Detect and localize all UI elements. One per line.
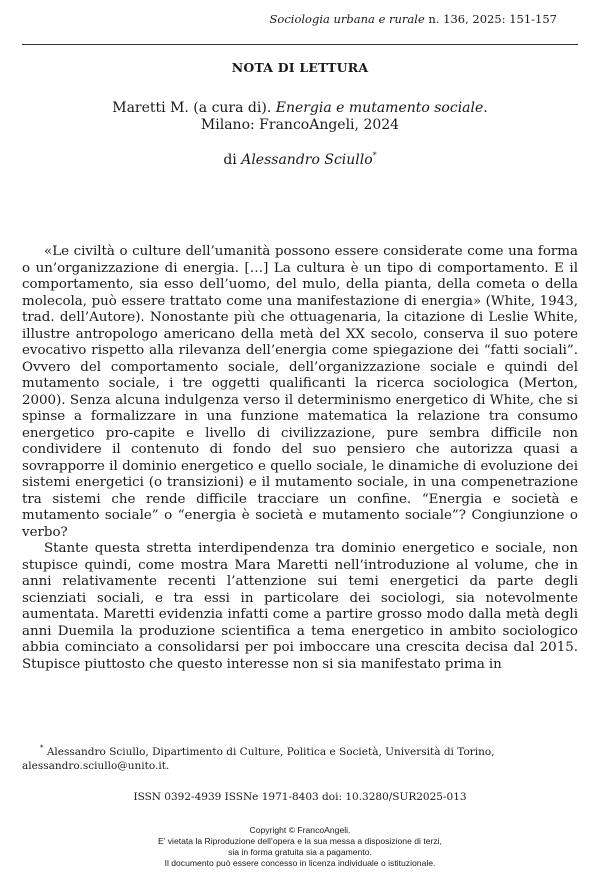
book-publisher: Milano: FrancoAngeli, 2024 [200,117,400,133]
paragraph: «Le civiltà o culture dell’umanità possono essere considerate come una forma o un’organizzazione di energia. […] La cultura è un tipo di comportamento. E il comportamento, sia esso dell’uomo, del mulo, della pianta, della cometa o della molecola, può essere trattato come una manifestazione di energia» (White, 1943, trad. dell’Autore). Nonostante più che ottuagenaria, la citazione di Leslie White, illustre antropologo americano della metà del XX secolo, conserva il suo potere evocativo rispetto alla rilevanza dell’energia come spiegazione dei “fatti sociali”. Ovvero del comportamento sociale, dell’organizzazione sociale e quindi del mutamento sociale, i tre oggetti qualificanti la ricerca sociologica (Merton, 2000). Senza alcuna indulgenza verso il determinismo energetico di White, che si spinse a formalizzare in una funzione matematica la relazione tra consumo energetico pro-capite e livello di civilizzazione, pure sembra difficile non condividere il contenuto di fondo del suo pensiero che autorizza quasi a sovrapporre il dominio energetico e quello sociale, le dinamiche di evoluzione dei sistemi energetici (o transizioni) e il mutamento sociale, in una compenetrazione tra sistemi che rende difficile tracciare un confine. “Energia e società e mutamento sociale” o “energia è società e mutamento sociale”? Congiunzione o verbo? [22,244,578,540]
copyright-line: Il documento può essere concesso in licenza individuale o istituzionale. [164,858,436,868]
article-body [22,244,578,673]
footnote [22,741,578,773]
book-ref-line1 [0,100,600,117]
book-title-end: . [483,100,488,116]
byline [0,151,600,168]
byline-prefix: di [223,152,242,168]
journal-name: Sociologia urbana e rurale [269,12,425,26]
book-editor: Maretti M. (a cura di). [112,100,276,116]
book-title: Energia e mutamento sociale [275,100,484,116]
paragraph: Stante questa stretta interdipendenza tra dominio energetico e sociale, non stupisce quindi, come mostra Mara Maretti nell’introduzione al volume, che in anni relativamente recenti l’attenzione sui temi energetici da parte degli scienziati sociali, e tra essi in particolare dei sociologi, sia notevolmente aumentata. Maretti evidenzia infatti come a partire grosso modo dalla metà degli anni Duemila la produzione scientifica a tema energetico in ambito sociologico abbia cominciato a consolidarsi per poi imboccare una crescita decisa dal 2015. Stupisce piuttosto che questo interesse non si sia manifestato prima in [22,541,578,672]
footnote-marker: * [40,744,44,752]
copyright-notice [0,825,600,869]
author-name: Alessandro Sciullo [241,152,373,168]
journal-issue: n. 136, 2025: 151-157 [424,12,557,26]
footnote-text: Alessandro Sciullo, Dipartimento di Culture, Politica e Società, Università di Torino, alessandro.sciullo@unito.it. [22,746,495,772]
copyright-line: Copyright © FrancoAngeli. [249,825,351,835]
section-title: NOTA DI LETTURA [231,60,369,75]
book-reference [0,100,600,134]
footnote-marker: * [372,151,377,160]
journal-header [270,12,557,26]
header-rule [22,44,578,45]
copyright-line: E’ vietata la Riproduzione dell’opera e la sua messa a disposizione di terzi, [158,836,442,846]
issn-line: ISSN 0392-4939 ISSNe 1971-8403 doi: 10.3280/SUR2025-013 [133,791,467,803]
copyright-line: sia in forma gratuita sia a pagamento. [228,847,372,857]
